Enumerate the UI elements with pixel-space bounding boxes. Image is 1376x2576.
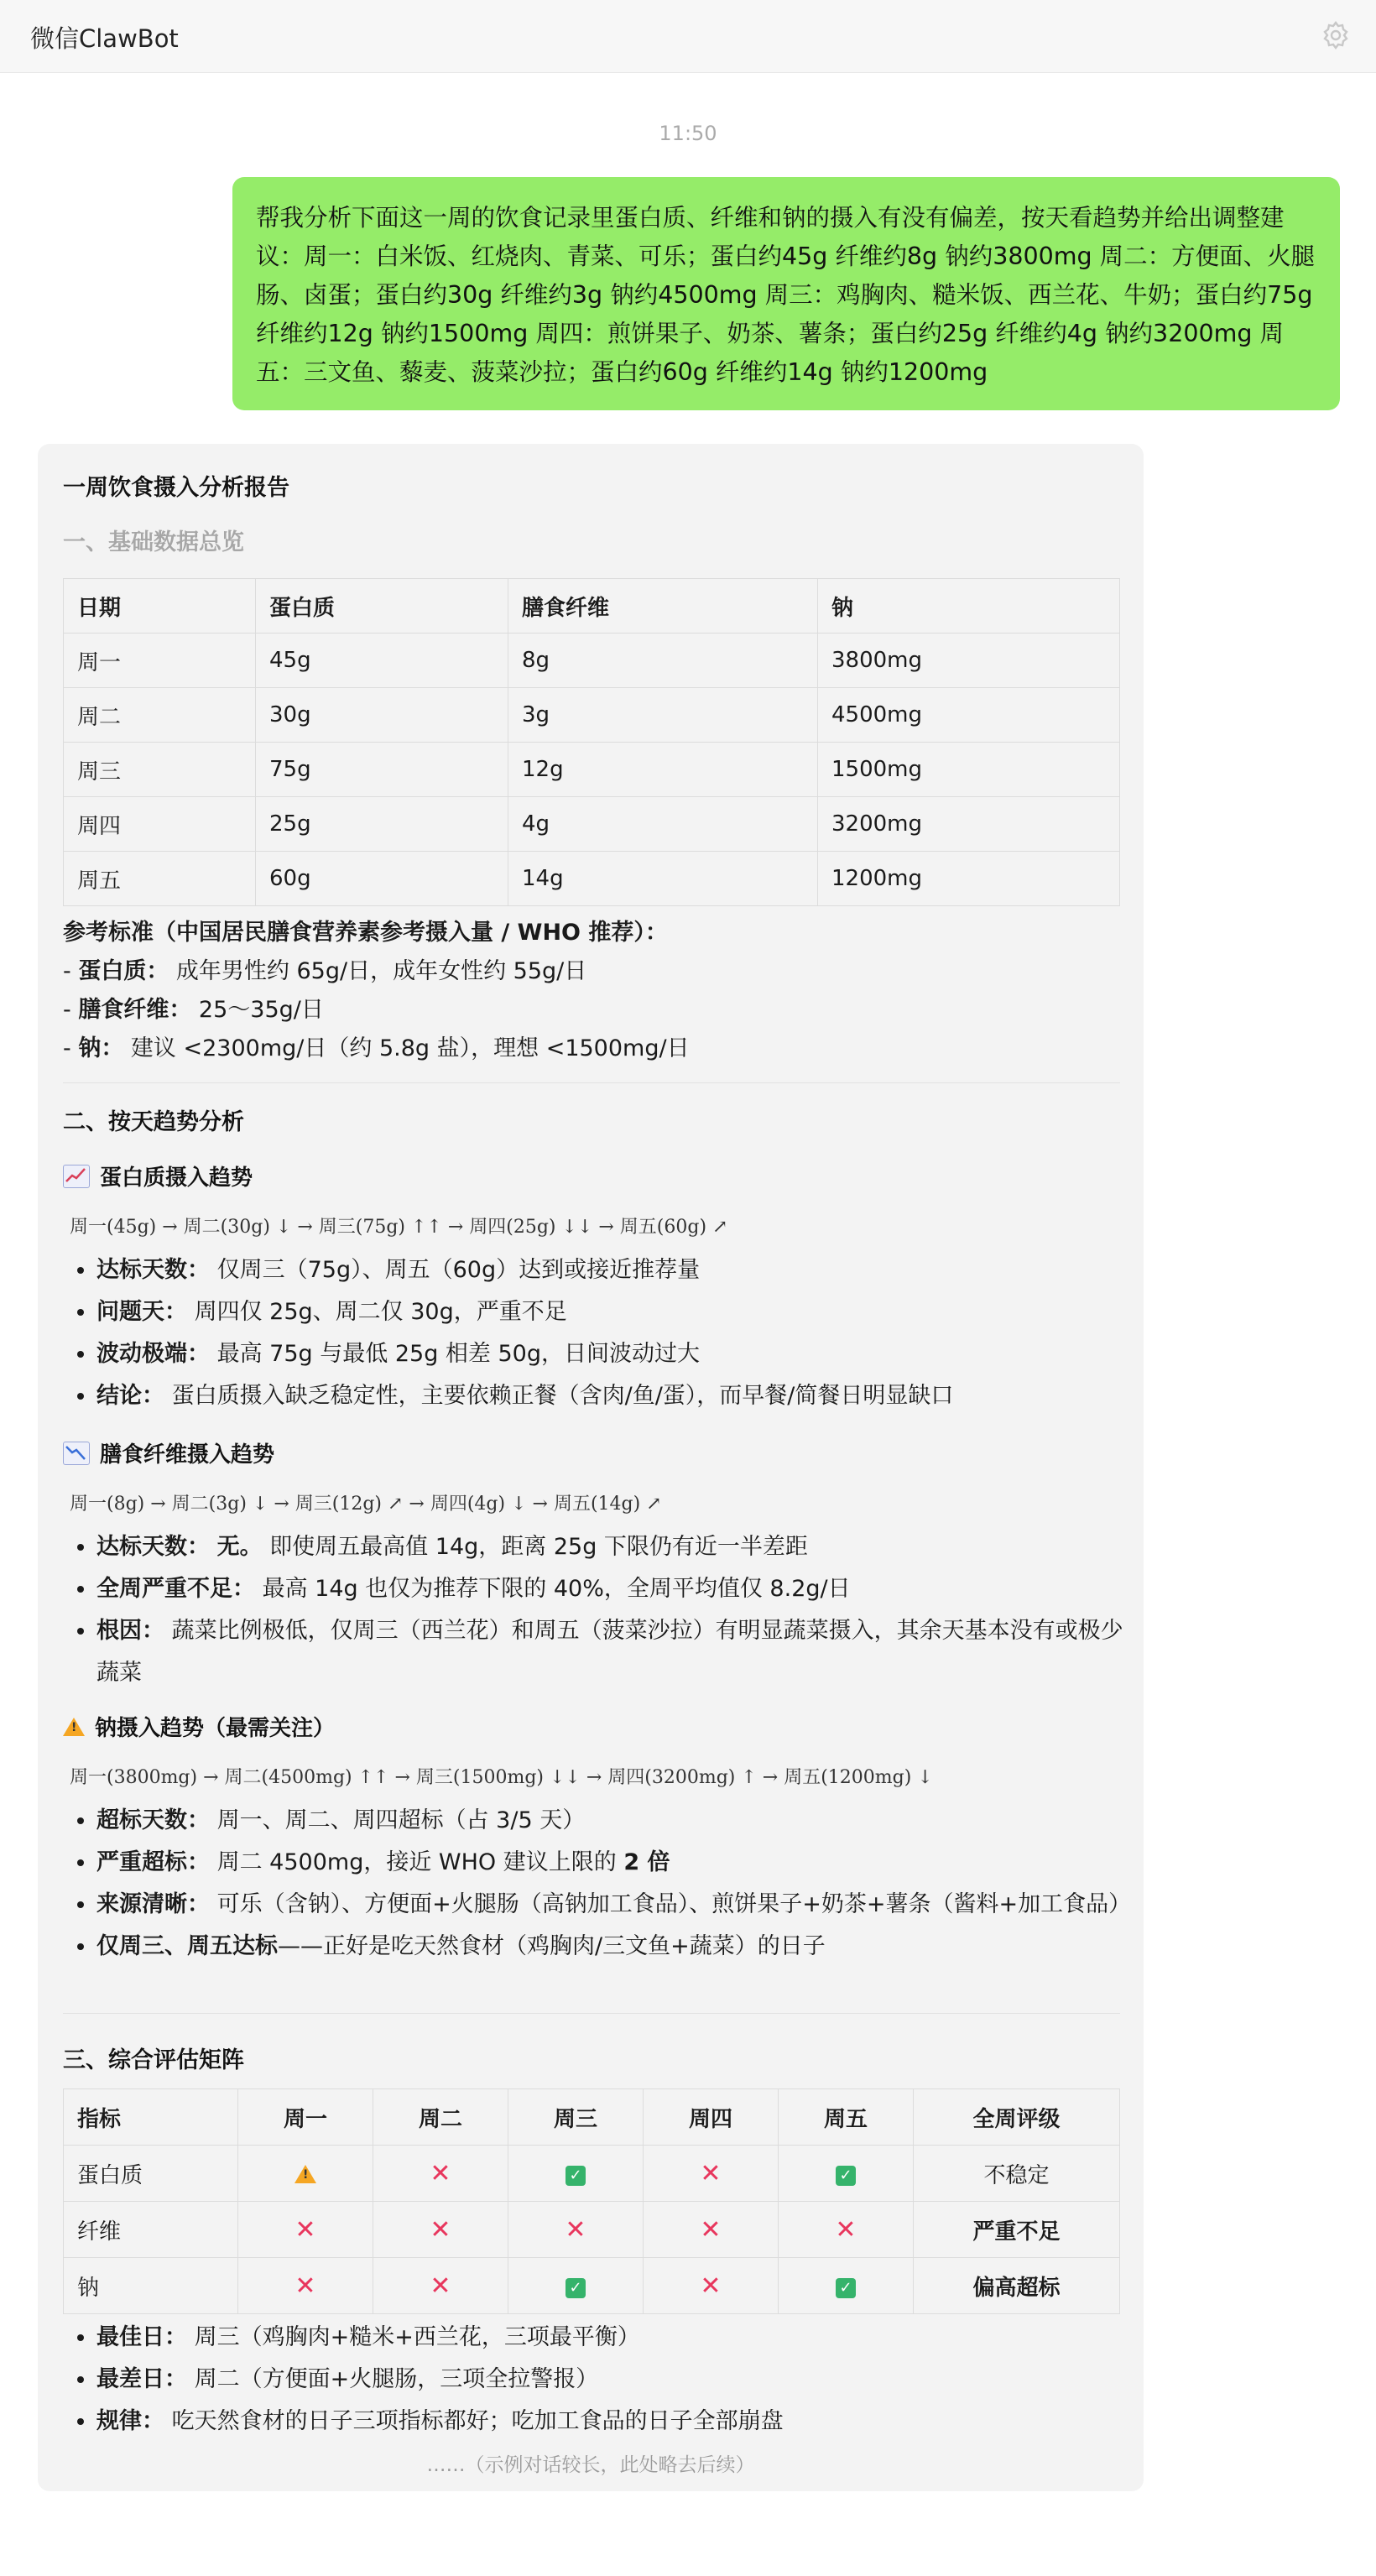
table-header-cell: 周三	[508, 2089, 644, 2146]
protein-trend-line: 周一(45g) → 周二(30g) ↓ → 周三(75g) ↑↑ → 周四(25g) ↓↓ → 周五(60g) ↗	[70, 1217, 728, 1238]
fiber-trend-title: 膳食纤维摄入趋势	[100, 1442, 275, 1468]
warning-icon: !	[63, 1718, 85, 1736]
reference-fiber: - 膳食纤维： 25～35g/日	[63, 997, 324, 1023]
bullet-label: 全周严重不足：	[96, 1576, 255, 1602]
bullet-label: 严重超标：	[96, 1849, 210, 1875]
table-cell: 25g	[256, 797, 508, 852]
bullet-label: 最差日：	[96, 2366, 187, 2392]
matrix-metric-name: 蛋白质	[64, 2146, 238, 2202]
matrix-rating: 不稳定	[914, 2146, 1120, 2202]
bullet-text: 吃天然食材的日子三项指标都好；吃加工食品的日子全部崩盘	[171, 2408, 784, 2434]
bullet-label: 达标天数：	[96, 1257, 210, 1283]
bullet-text: 最高 75g 与最低 25g 相差 50g，日间波动过大	[216, 1341, 700, 1367]
cross-mark-icon: ✕	[700, 2214, 722, 2245]
fiber-trend-heading	[63, 1437, 274, 1468]
table-cell: 75g	[256, 743, 508, 797]
cross-mark-icon: ✕	[294, 2214, 316, 2245]
list-item	[96, 1291, 1145, 1333]
cross-mark-icon: ✕	[700, 2158, 722, 2188]
list-item	[96, 1333, 1145, 1375]
table-cell: 12g	[508, 743, 818, 797]
basic-data-table	[63, 578, 1120, 906]
matrix-cell	[508, 2202, 644, 2258]
table-header-cell: 全周评级	[914, 2089, 1120, 2146]
bullet-label: 波动极端：	[96, 1341, 210, 1367]
table-row	[64, 852, 1120, 906]
list-item	[96, 1249, 1145, 1291]
table-row	[64, 2258, 1120, 2314]
cross-mark-icon: ✕	[294, 2271, 316, 2301]
list-item	[96, 1610, 1145, 1694]
gear-icon[interactable]	[1321, 20, 1351, 50]
matrix-metric-name: 纤维	[64, 2202, 238, 2258]
matrix-cell	[238, 2146, 373, 2202]
matrix-metric-name: 钠	[64, 2258, 238, 2314]
table-row	[64, 743, 1120, 797]
table-row	[64, 2202, 1120, 2258]
bullet-text: 周一、周二、周四超标（占 3/5 天）	[216, 1807, 586, 1833]
table-row	[64, 2146, 1120, 2202]
table-cell: 1500mg	[818, 743, 1120, 797]
bullet-label: 根因：	[96, 1618, 164, 1644]
user-message-bubble: 帮我分析下面这一周的饮食记录里蛋白质、纤维和钠的摄入有没有偏差，按天看趋势并给出调整建议：周一：白米饭、红烧肉、青菜、可乐；蛋白约45g 纤维约8g 钠约3800mg 周二：方便面、火腿肠、卤蛋；蛋白约30g 纤维约3g 钠约4500mg 周三：鸡胸肉、糙米饭、西兰花、牛奶；蛋白约75g 纤维约12g 钠约1500mg 周四：煎饼果子、奶茶、薯条；蛋白约25g 纤维约4g 钠约3200mg 周五：三文鱼、藜麦、菠菜沙拉；蛋白约60g 纤维约14g 钠约1200mg	[232, 177, 1340, 410]
warning-icon: !	[294, 2165, 316, 2183]
table-header-cell: 指标	[64, 2089, 238, 2146]
reference-protein: - 蛋白质： 成年男性约 65g/日，成年女性约 55g/日	[63, 958, 587, 984]
truncation-note: ……（示例对话较长，此处略去后续）	[426, 2454, 755, 2476]
table-row	[64, 634, 1120, 688]
bullet-label: 最佳日：	[96, 2324, 187, 2350]
list-item	[96, 1568, 1145, 1610]
table-header-row	[64, 579, 1120, 634]
check-mark-icon: ✓	[836, 2278, 856, 2298]
sodium-trend-heading	[63, 1711, 335, 1742]
cross-mark-icon: ✕	[700, 2271, 722, 2301]
evaluation-matrix-table	[63, 2088, 1120, 2314]
bullet-text: 最高 14g 也仅为推荐下限的 40%，全周平均值仅 8.2g/日	[262, 1576, 851, 1602]
bullet-label: 问题天：	[96, 1299, 187, 1325]
matrix-cell	[238, 2202, 373, 2258]
table-cell: 4g	[508, 797, 818, 852]
list-item	[96, 1926, 1145, 1968]
table-header-row	[64, 2089, 1120, 2146]
list-item	[96, 1375, 1145, 1417]
table-cell: 8g	[508, 634, 818, 688]
chart-increasing-icon	[63, 1165, 90, 1188]
reference-block	[63, 914, 1120, 1068]
matrix-rating: 严重不足	[914, 2202, 1120, 2258]
table-header-cell: 日期	[64, 579, 256, 634]
table-cell: 14g	[508, 852, 818, 906]
list-item	[96, 2401, 1145, 2443]
matrix-cell	[373, 2202, 508, 2258]
divider	[63, 1082, 1120, 1083]
bullet-label: 规律：	[96, 2408, 164, 2434]
sodium-trend-line: 周一(3800mg) → 周二(4500mg) ↑↑ → 周三(1500mg) ↓↓ → 周四(3200mg) ↑ → 周五(1200mg) ↓	[70, 1767, 933, 1788]
matrix-cell	[779, 2202, 914, 2258]
section3-heading: 三、综合评估矩阵	[63, 2047, 244, 2073]
fiber-trend-line: 周一(8g) → 周二(3g) ↓ → 周三(12g) ↗ → 周四(4g) ↓ → 周五(14g) ↗	[70, 1494, 662, 1515]
check-mark-icon: ✓	[836, 2166, 856, 2186]
divider	[63, 2013, 1120, 2014]
bullet-text: ——正好是吃天然食材（鸡胸肉/三文鱼+蔬菜）的日子	[278, 1933, 826, 1959]
section1-heading: 一、基础数据总览	[63, 529, 244, 555]
table-row	[64, 797, 1120, 852]
matrix-cell	[508, 2146, 644, 2202]
list-item	[96, 2317, 1145, 2359]
matrix-cell	[644, 2258, 779, 2314]
section2-heading: 二、按天趋势分析	[63, 1109, 244, 1135]
check-mark-icon: ✓	[566, 2166, 586, 2186]
reference-sodium-text: 建议 <2300mg/日（约 5.8g 盐），理想 <1500mg/日	[130, 1035, 690, 1061]
bullet-label: 超标天数：	[96, 1807, 210, 1833]
protein-trend-heading	[63, 1160, 253, 1192]
matrix-cell	[238, 2258, 373, 2314]
bot-reply-card	[38, 444, 1144, 2491]
table-header-cell: 蛋白质	[256, 579, 508, 634]
table-header-cell: 周二	[373, 2089, 508, 2146]
table-cell: 周三	[64, 743, 256, 797]
bullet-text: 周二 4500mg，接近 WHO 建议上限的	[216, 1849, 624, 1875]
bullet-text: 即使周五最高值 14g，距离 25g 下限仍有近一半差距	[269, 1534, 808, 1560]
top-bar	[0, 0, 1376, 73]
app-title: 微信ClawBot	[30, 24, 179, 53]
table-cell: 3g	[508, 688, 818, 743]
table-header-cell: 膳食纤维	[508, 579, 818, 634]
bullet-text: 周三（鸡胸肉+糙米+西兰花，三项最平衡）	[194, 2324, 640, 2350]
bullet-text: 周二（方便面+火腿肠，三项全拉警报）	[194, 2366, 599, 2392]
bullet-text: 周四仅 25g、周二仅 30g，严重不足	[194, 1299, 567, 1325]
reference-protein-label: 蛋白质：	[78, 958, 169, 984]
bullet-text: 蛋白质摄入缺乏稳定性，主要依赖正餐（含肉/鱼/蛋），而早餐/简餐日明显缺口	[171, 1383, 954, 1409]
check-mark-icon: ✓	[566, 2278, 586, 2298]
chart-decreasing-icon	[63, 1442, 90, 1465]
table-cell: 周四	[64, 797, 256, 852]
bullet-label: 达标天数：	[96, 1534, 210, 1560]
table-cell: 3800mg	[818, 634, 1120, 688]
table-row	[64, 688, 1120, 743]
table-cell: 周五	[64, 852, 256, 906]
bullet-label: 结论：	[96, 1383, 164, 1409]
report-title: 一周饮食摄入分析报告	[63, 475, 289, 501]
table-cell: 周二	[64, 688, 256, 743]
cross-mark-icon: ✕	[430, 2214, 451, 2245]
bullet-label: 无。	[216, 1534, 263, 1560]
bullet-text: 仅周三（75g）、周五（60g）达到或接近推荐量	[216, 1257, 701, 1283]
cross-mark-icon: ✕	[430, 2271, 451, 2301]
cross-mark-icon: ✕	[430, 2158, 451, 2188]
table-cell: 1200mg	[818, 852, 1120, 906]
matrix-rating: 偏高超标	[914, 2258, 1120, 2314]
bullet-text: 蔬菜比例极低，仅周三（西兰花）和周五（菠菜沙拉）有明显蔬菜摄入，其余天基本没有或极少蔬菜	[96, 1618, 1123, 1686]
protein-trend-title: 蛋白质摄入趋势	[100, 1165, 253, 1191]
reference-fiber-label: 膳食纤维：	[78, 997, 192, 1023]
table-header-cell: 周一	[238, 2089, 373, 2146]
matrix-cell	[779, 2146, 914, 2202]
matrix-cell	[373, 2146, 508, 2202]
reference-sodium: - 钠： 建议 <2300mg/日（约 5.8g 盐），理想 <1500mg/日	[63, 1035, 690, 1061]
table-header-cell: 周五	[779, 2089, 914, 2146]
reference-sodium-label: 钠：	[78, 1035, 124, 1061]
list-item	[96, 1842, 1145, 1884]
table-header-cell: 钠	[818, 579, 1120, 634]
bullet-text: 可乐（含钠）、方便面+火腿肠（高钠加工食品）、煎饼果子+奶茶+薯条（酱料+加工食品）	[216, 1891, 1132, 1917]
bullet-label: 仅周三、周五达标	[96, 1933, 278, 1959]
reference-protein-text: 成年男性约 65g/日，成年女性约 55g/日	[175, 958, 587, 984]
table-header-cell: 周四	[644, 2089, 779, 2146]
matrix-cell	[508, 2258, 644, 2314]
sodium-trend-title: 钠摄入趋势（最需关注）	[95, 1716, 336, 1741]
table-cell: 30g	[256, 688, 508, 743]
matrix-cell	[373, 2258, 508, 2314]
table-cell: 45g	[256, 634, 508, 688]
cross-mark-icon: ✕	[835, 2214, 857, 2245]
matrix-cell	[644, 2146, 779, 2202]
reference-fiber-text: 25～35g/日	[198, 997, 324, 1023]
protein-bullets	[63, 1249, 1145, 1417]
table-cell: 3200mg	[818, 797, 1120, 852]
reference-title: 参考标准（中国居民膳食营养素参考摄入量 / WHO 推荐）：	[63, 920, 668, 946]
summary-bullets	[63, 2317, 1145, 2443]
sodium-bullets	[63, 1800, 1145, 1968]
list-item	[96, 1884, 1145, 1926]
matrix-cell	[779, 2258, 914, 2314]
list-item	[96, 1526, 1145, 1568]
bullet-label: 来源清晰：	[96, 1891, 210, 1917]
fiber-bullets	[63, 1526, 1145, 1694]
list-item	[96, 1800, 1145, 1842]
message-timestamp: 11:50	[659, 122, 717, 145]
bullet-emphasis: 2 倍	[623, 1849, 670, 1875]
cross-mark-icon: ✕	[565, 2214, 586, 2245]
table-cell: 60g	[256, 852, 508, 906]
list-item	[96, 2359, 1145, 2401]
matrix-cell	[644, 2202, 779, 2258]
table-cell: 周一	[64, 634, 256, 688]
table-cell: 4500mg	[818, 688, 1120, 743]
